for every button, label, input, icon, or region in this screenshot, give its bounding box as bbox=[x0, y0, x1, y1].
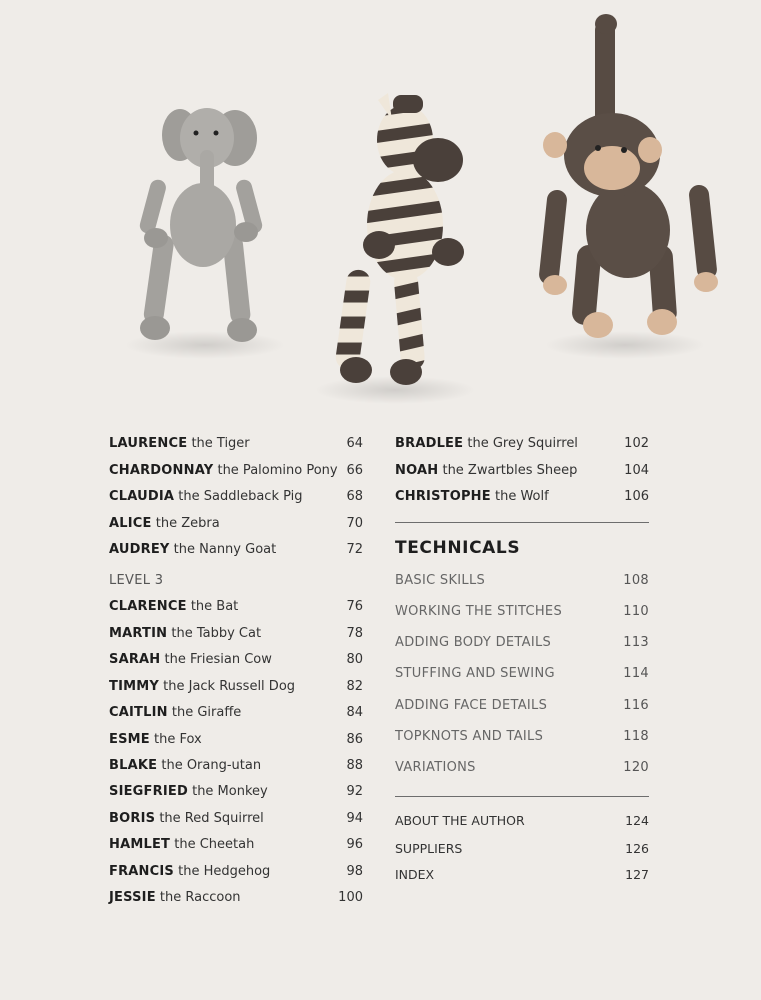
entry-page: 100 bbox=[338, 890, 363, 905]
entry-name: CHARDONNAY bbox=[109, 463, 214, 478]
list-item[interactable] bbox=[395, 461, 649, 481]
elephant-toy-icon bbox=[125, 108, 285, 359]
list-item[interactable] bbox=[395, 811, 649, 831]
entry-page: 120 bbox=[623, 760, 649, 775]
entry-name: MARTIN bbox=[109, 626, 168, 641]
entry-desc: the Zwartbles Sheep bbox=[442, 463, 578, 478]
entry-page: 78 bbox=[346, 626, 363, 641]
technical-label: STUFFING AND SEWING bbox=[395, 666, 555, 681]
entry-name: CLARENCE bbox=[109, 599, 187, 614]
entry-page: 113 bbox=[623, 635, 649, 650]
list-item[interactable] bbox=[109, 703, 363, 723]
entry-name: ALICE bbox=[109, 516, 152, 531]
technicals-heading: TECHNICALS bbox=[395, 538, 521, 558]
entry-desc: the Bat bbox=[190, 599, 239, 614]
divider bbox=[395, 522, 649, 523]
entry-desc: the Orang-utan bbox=[161, 758, 262, 773]
entry-page: 68 bbox=[346, 489, 363, 504]
entry-page: 72 bbox=[346, 542, 363, 557]
entry-name: FRANCIS bbox=[109, 864, 174, 879]
list-item[interactable] bbox=[109, 461, 363, 481]
list-item[interactable] bbox=[395, 633, 649, 653]
list-item[interactable] bbox=[109, 862, 363, 882]
entry-desc: the Tabby Cat bbox=[171, 626, 262, 641]
entry-page: 64 bbox=[346, 436, 363, 451]
list-item[interactable] bbox=[109, 677, 363, 697]
entry-desc: the Saddleback Pig bbox=[178, 489, 303, 504]
entry-page: 124 bbox=[625, 813, 649, 828]
list-item[interactable] bbox=[109, 540, 363, 560]
entry-desc: the Fox bbox=[154, 732, 202, 747]
entry-desc: the Monkey bbox=[192, 784, 268, 799]
list-item[interactable] bbox=[109, 730, 363, 750]
entry-name: BRADLEE bbox=[395, 436, 464, 451]
entry-desc: the Tiger bbox=[191, 436, 250, 451]
list-item[interactable] bbox=[109, 756, 363, 776]
zebra-toy-icon bbox=[315, 93, 475, 404]
entry-page: 110 bbox=[623, 604, 649, 619]
entry-name: SARAH bbox=[109, 652, 161, 667]
entry-page: 118 bbox=[623, 729, 649, 744]
level-heading: LEVEL 3 bbox=[109, 573, 164, 588]
list-item[interactable] bbox=[395, 434, 649, 454]
entry-page: 92 bbox=[346, 784, 363, 799]
entry-name: CAITLIN bbox=[109, 705, 168, 720]
entry-desc: the Red Squirrel bbox=[159, 811, 264, 826]
entry-name: ESME bbox=[109, 732, 150, 747]
list-item[interactable] bbox=[395, 727, 649, 747]
entry-desc: the Raccoon bbox=[159, 890, 241, 905]
technical-label: TOPKNOTS AND TAILS bbox=[395, 729, 544, 744]
entry-page: 82 bbox=[346, 679, 363, 694]
entry-page: 108 bbox=[623, 573, 649, 588]
entry-page: 102 bbox=[624, 436, 649, 451]
entry-name: NOAH bbox=[395, 463, 439, 478]
entry-page: 86 bbox=[346, 732, 363, 747]
list-item[interactable] bbox=[395, 602, 649, 622]
list-item[interactable] bbox=[109, 888, 363, 908]
list-item[interactable] bbox=[395, 865, 649, 885]
divider bbox=[395, 796, 649, 797]
list-item[interactable] bbox=[109, 809, 363, 829]
list-item[interactable] bbox=[109, 782, 363, 802]
technical-label: ADDING FACE DETAILS bbox=[395, 698, 548, 713]
technical-label: VARIATIONS bbox=[395, 760, 476, 775]
entry-name: HAMLET bbox=[109, 837, 171, 852]
monkey-toy-icon bbox=[538, 14, 718, 359]
entry-page: 98 bbox=[346, 864, 363, 879]
entry-desc: the Nanny Goat bbox=[173, 542, 277, 557]
entry-name: TIMMY bbox=[109, 679, 159, 694]
backmatter-label: ABOUT THE AUTHOR bbox=[395, 813, 525, 828]
entry-name: SIEGFRIED bbox=[109, 784, 188, 799]
entry-name: AUDREY bbox=[109, 542, 170, 557]
entry-page: 106 bbox=[624, 489, 649, 504]
list-item[interactable] bbox=[395, 487, 649, 507]
entry-name: JESSIE bbox=[109, 890, 156, 905]
technical-label: BASIC SKILLS bbox=[395, 573, 486, 588]
entry-desc: the Jack Russell Dog bbox=[163, 679, 296, 694]
entry-page: 66 bbox=[346, 463, 363, 478]
entry-name: CHRISTOPHE bbox=[395, 489, 491, 504]
entry-page: 126 bbox=[625, 841, 649, 856]
entry-name: LAURENCE bbox=[109, 436, 188, 451]
entry-desc: the Wolf bbox=[494, 489, 549, 504]
entry-page: 70 bbox=[346, 516, 363, 531]
technical-label: ADDING BODY DETAILS bbox=[395, 635, 552, 650]
backmatter-label: INDEX bbox=[395, 867, 435, 882]
entry-page: 94 bbox=[346, 811, 363, 826]
entry-name: BORIS bbox=[109, 811, 156, 826]
list-item[interactable] bbox=[109, 624, 363, 644]
entry-desc: the Grey Squirrel bbox=[467, 436, 578, 451]
entry-name: BLAKE bbox=[109, 758, 158, 773]
entry-desc: the Friesian Cow bbox=[164, 652, 272, 667]
entry-page: 104 bbox=[624, 463, 649, 478]
list-item[interactable] bbox=[395, 664, 649, 684]
list-item[interactable] bbox=[109, 597, 363, 617]
entry-page: 84 bbox=[346, 705, 363, 720]
entry-page: 116 bbox=[623, 698, 649, 713]
list-item[interactable] bbox=[109, 835, 363, 855]
list-item[interactable] bbox=[395, 839, 649, 859]
technical-label: WORKING THE STITCHES bbox=[395, 604, 562, 619]
entry-page: 96 bbox=[346, 837, 363, 852]
list-item[interactable] bbox=[395, 758, 649, 778]
entry-desc: the Hedgehog bbox=[178, 864, 271, 879]
entry-desc: the Giraffe bbox=[171, 705, 242, 720]
entry-page: 80 bbox=[346, 652, 363, 667]
list-item[interactable] bbox=[109, 487, 363, 507]
entry-desc: the Palomino Pony bbox=[217, 463, 338, 478]
entry-page: 114 bbox=[623, 666, 649, 681]
list-item[interactable] bbox=[109, 434, 363, 454]
list-item[interactable] bbox=[395, 696, 649, 716]
entry-page: 127 bbox=[625, 867, 649, 882]
backmatter-label: SUPPLIERS bbox=[395, 841, 463, 856]
toy-illustrations bbox=[0, 0, 761, 420]
list-item[interactable] bbox=[109, 514, 363, 534]
list-item[interactable] bbox=[109, 650, 363, 670]
entry-page: 76 bbox=[346, 599, 363, 614]
entry-desc: the Cheetah bbox=[174, 837, 255, 852]
entry-desc: the Zebra bbox=[155, 516, 220, 531]
entry-name: CLAUDIA bbox=[109, 489, 175, 504]
list-item[interactable] bbox=[395, 571, 649, 591]
entry-page: 88 bbox=[346, 758, 363, 773]
